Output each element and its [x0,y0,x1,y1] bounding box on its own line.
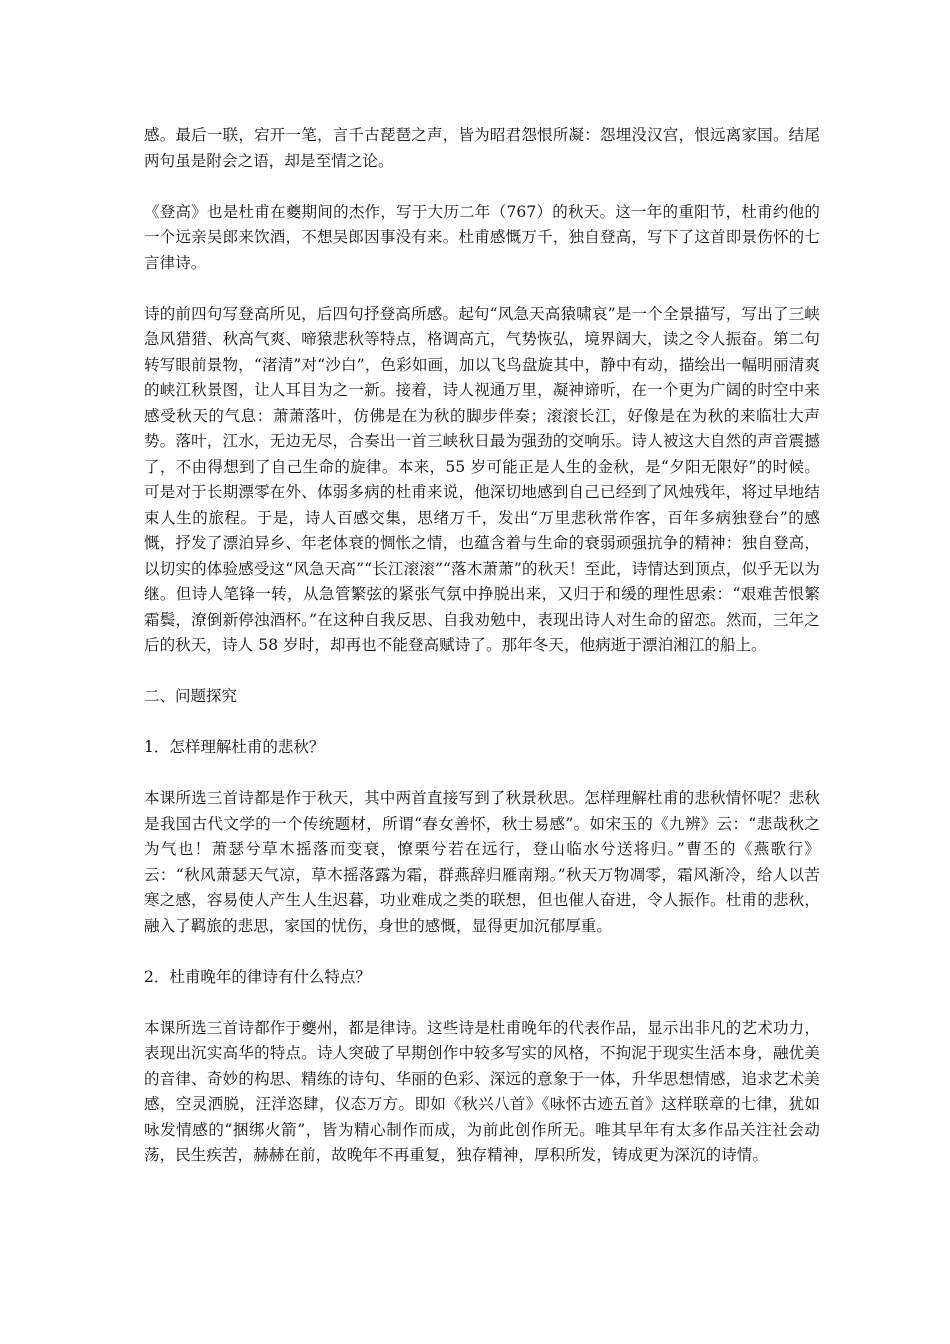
paragraph-denggao-intro: 《登高》也是杜甫在夔期间的杰作，写于大历二年（767）的秋天。这一年的重阳节，杜甫约他的一个远亲吴郎来饮酒，不想吴郎因事没有来。杜甫感慨万千，独自登高，写下了这首即景伤怀的七言律诗。 [144,202,820,272]
paragraph-denggao-analysis: 诗的前四句写登高所见，后四句抒登高所感。起句“风急天高猿啸哀”是一个全景描写，写出了三峡急风猎猎、秋高气爽、啼猿悲秋等特点，格调高亢，气势恢弘，境界阔大，读之令人振奋。第二句转写眼前景物，“渚清”对“沙白”，色彩如画，加以飞鸟盘旋其中，静中有动，描绘出一幅明丽清爽的峡江秋景图，让人耳目为之一新。接着，诗人视通万里，凝神谛听，在一个更为广阔的时空中来感受秋天的气息：萧萧落叶，仿佛是在为秋的脚步伴奏；滚滚长江，好像是在为秋的来临壮大声势。落叶，江水，无边无尽，合奏出一首三峡秋日最为强劲的交响乐。诗人被这大自然的声音震撼了，不由得想到了自己生命的旋律。本来，55 岁可能正是人生的金秋，是“夕阳无限好”的时候。可是对于长期漂零在外、体弱多病的杜甫来说，他深切地感到自己已经到了风烛残年，将过早地结束人生的旅程。于是，诗人百感交集，思绪万千，发出“万里悲秋常作客，百年多病独登台”的感慨，抒发了漂泊异乡、年老体衰的惆怅之情，也蕴含着与生命的衰弱顽强抗争的精神：独自登高，以切实的体验感受这“风急天高”“长江滚滚”“落木萧萧”的秋天！至此，诗情达到顶点，似乎无以为继。但诗人笔锋一转，从急管繁弦的紧张气氛中挣脱出来，又归于和缓的理性思索：“艰难苦恨繁霜鬓，潦倒新停浊酒杯。”在这种自我反思、自我劝勉中，表现出诗人对生命的留恋。然而，三年之后的秋天，诗人 58 岁时，却再也不能登高赋诗了。那年冬天，他病逝于漂泊湘江的船上。 [144,304,820,654]
paragraph-zhaojun-conclusion: 感。最后一联，宕开一笔，言千古琵琶之声，皆为昭君怨恨所凝：怨埋没汉宫，恨远离家国。结尾两句虽是附会之语，却是至情之论。 [144,126,820,170]
paragraph-answer-1: 本课所选三首诗都是作于秋天，其中两首直接写到了秋景秋思。怎样理解杜甫的悲秋情怀呢？悲秋是我国古代文学的一个传统题材，所谓“春女善怀，秋士易感”。如宋玉的《九辨》云：“悲哉秋之为气也！萧瑟兮草木摇落而变衰，憭栗兮若在远行，登山临水兮送将归。”曹丕的《燕歌行》云：“秋风萧瑟天气凉，草木摇落露为霜，群燕辞归雁南翔。”秋天万物凋零，霜风渐冷，给人以苦寒之感，容易使人产生人生迟暮，功业难成之类的联想，但也催人奋进，令人振作。杜甫的悲秋，融入了羁旅的悲思，家国的忧伤，身世的感慨，显得更加沉郁厚重。 [144,789,820,935]
section-heading-inquiry: 二、问题探究 [144,687,238,705]
paragraph-answer-2: 本课所选三首诗都作于夔州，都是律诗。这些诗是杜甫晚年的代表作品，显示出非凡的艺术功力，表现出沉实高华的特点。诗人突破了早期创作中较多写实的风格，不拘泥于现实生活本身，融优美的音律、奇妙的构思、精练的诗句、华丽的色彩、深远的意象于一体，升华思想情感，追求艺术美感，空灵洒脱，汪洋恣肆，仪态万方。即如《秋兴八首》《咏怀古迹五首》这样联章的七律，犹如咏发情感的“捆绑火箭”，皆为精心制作而成，为前此创作所无。唯其早年有太多作品关注社会动荡，民生疾苦，赫赫在前，故晚年不再重复，独存精神，厚积所发，铸成更为深沉的诗情。 [144,1018,820,1164]
document-page [144,123,820,1194]
question-heading-1: 1．怎样理解杜甫的悲秋？ [144,738,325,756]
question-heading-2: 2．杜甫晚年的律诗有什么特点？ [144,967,371,986]
